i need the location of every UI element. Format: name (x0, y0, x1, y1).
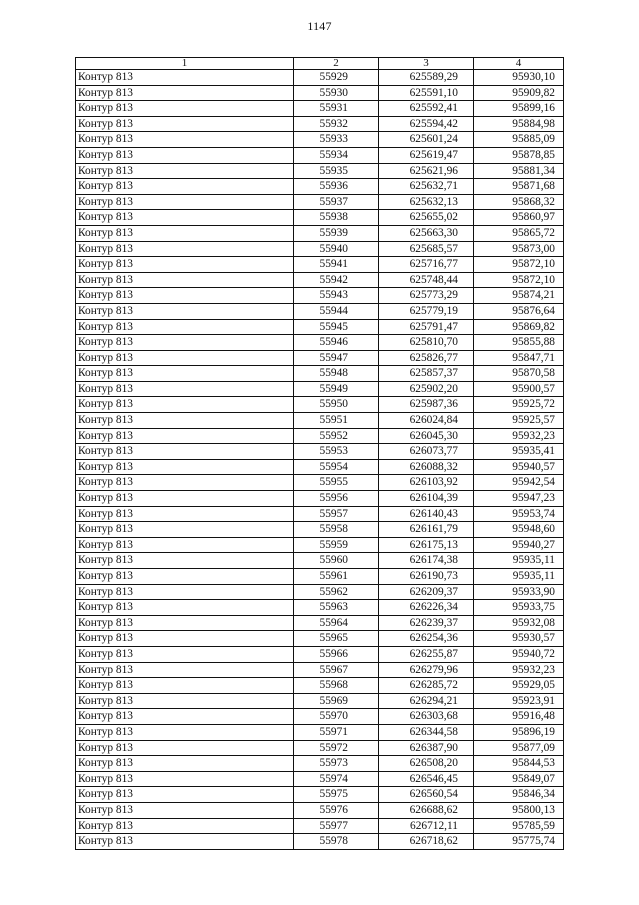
contour-name-cell: Контур 813 (76, 257, 294, 273)
x-coordinate-cell: 625791,47 (379, 319, 474, 335)
column-header-4: 4 (474, 58, 564, 70)
x-coordinate-cell: 626546,45 (379, 771, 474, 787)
contour-name-cell: Контур 813 (76, 600, 294, 616)
contour-name-cell: Контур 813 (76, 569, 294, 585)
point-number-cell: 55947 (294, 350, 379, 366)
page-number: 1147 (307, 19, 332, 33)
coordinates-table (75, 57, 564, 850)
y-coordinate-cell: 95872,10 (474, 272, 564, 288)
point-number-cell: 55943 (294, 288, 379, 304)
contour-name-cell: Контур 813 (76, 272, 294, 288)
y-coordinate-cell: 95896,19 (474, 724, 564, 740)
contour-name-cell: Контур 813 (76, 303, 294, 319)
y-coordinate-cell: 95930,57 (474, 631, 564, 647)
contour-name-cell: Контур 813 (76, 631, 294, 647)
table-row (76, 646, 564, 662)
x-coordinate-cell: 625621,96 (379, 163, 474, 179)
point-number-cell: 55948 (294, 366, 379, 382)
y-coordinate-cell: 95884,98 (474, 116, 564, 132)
table-row (76, 584, 564, 600)
y-coordinate-cell: 95940,57 (474, 459, 564, 475)
y-coordinate-cell: 95932,23 (474, 428, 564, 444)
x-coordinate-cell: 625594,42 (379, 116, 474, 132)
x-coordinate-cell: 626175,13 (379, 537, 474, 553)
table-row (76, 132, 564, 148)
table-row (76, 834, 564, 850)
y-coordinate-cell: 95948,60 (474, 522, 564, 538)
table-row (76, 491, 564, 507)
contour-name-cell: Контур 813 (76, 522, 294, 538)
y-coordinate-cell: 95900,57 (474, 381, 564, 397)
x-coordinate-cell: 625592,41 (379, 101, 474, 117)
y-coordinate-cell: 95932,08 (474, 615, 564, 631)
table-row (76, 116, 564, 132)
x-coordinate-cell: 626088,32 (379, 459, 474, 475)
contour-name-cell: Контур 813 (76, 85, 294, 101)
point-number-cell: 55962 (294, 584, 379, 600)
contour-name-cell: Контур 813 (76, 132, 294, 148)
x-coordinate-cell: 626255,87 (379, 646, 474, 662)
x-coordinate-cell: 625779,19 (379, 303, 474, 319)
y-coordinate-cell: 95933,75 (474, 600, 564, 616)
point-number-cell: 55937 (294, 194, 379, 210)
y-coordinate-cell: 95873,00 (474, 241, 564, 257)
point-number-cell: 55959 (294, 537, 379, 553)
point-number-cell: 55960 (294, 553, 379, 569)
point-number-cell: 55946 (294, 335, 379, 351)
table-row (76, 709, 564, 725)
table-row (76, 553, 564, 569)
y-coordinate-cell: 95885,09 (474, 132, 564, 148)
x-coordinate-cell: 626254,36 (379, 631, 474, 647)
point-number-cell: 55945 (294, 319, 379, 335)
table-row (76, 147, 564, 163)
point-number-cell: 55969 (294, 693, 379, 709)
x-coordinate-cell: 625810,70 (379, 335, 474, 351)
contour-name-cell: Контур 813 (76, 678, 294, 694)
contour-name-cell: Контур 813 (76, 397, 294, 413)
x-coordinate-cell: 626073,77 (379, 444, 474, 460)
table-row (76, 631, 564, 647)
x-coordinate-cell: 625632,71 (379, 179, 474, 195)
y-coordinate-cell: 95930,10 (474, 70, 564, 86)
contour-name-cell: Контур 813 (76, 834, 294, 850)
point-number-cell: 55929 (294, 70, 379, 86)
x-coordinate-cell: 626104,39 (379, 491, 474, 507)
table-row (76, 693, 564, 709)
contour-name-cell: Контур 813 (76, 553, 294, 569)
y-coordinate-cell: 95869,82 (474, 319, 564, 335)
point-number-cell: 55956 (294, 491, 379, 507)
table-row (76, 381, 564, 397)
contour-name-cell: Контур 813 (76, 475, 294, 491)
table-row (76, 335, 564, 351)
x-coordinate-cell: 626560,54 (379, 787, 474, 803)
x-coordinate-cell: 625655,02 (379, 210, 474, 226)
point-number-cell: 55936 (294, 179, 379, 195)
table-row (76, 537, 564, 553)
table-row (76, 678, 564, 694)
contour-name-cell: Контур 813 (76, 70, 294, 86)
point-number-cell: 55973 (294, 756, 379, 772)
y-coordinate-cell: 95874,21 (474, 288, 564, 304)
y-coordinate-cell: 95881,34 (474, 163, 564, 179)
x-coordinate-cell: 625826,77 (379, 350, 474, 366)
table-row (76, 459, 564, 475)
y-coordinate-cell: 95916,48 (474, 709, 564, 725)
table-row (76, 787, 564, 803)
y-coordinate-cell: 95775,74 (474, 834, 564, 850)
x-coordinate-cell: 626344,58 (379, 724, 474, 740)
x-coordinate-cell: 626688,62 (379, 802, 474, 818)
point-number-cell: 55975 (294, 787, 379, 803)
point-number-cell: 55938 (294, 210, 379, 226)
contour-name-cell: Контур 813 (76, 163, 294, 179)
y-coordinate-cell: 95847,71 (474, 350, 564, 366)
contour-name-cell: Контур 813 (76, 147, 294, 163)
table-row (76, 475, 564, 491)
column-header-3: 3 (379, 58, 474, 70)
point-number-cell: 55965 (294, 631, 379, 647)
x-coordinate-cell: 625902,20 (379, 381, 474, 397)
table-row (76, 350, 564, 366)
contour-name-cell: Контур 813 (76, 241, 294, 257)
x-coordinate-cell: 625685,57 (379, 241, 474, 257)
point-number-cell: 55950 (294, 397, 379, 413)
x-coordinate-cell: 626712,11 (379, 818, 474, 834)
y-coordinate-cell: 95953,74 (474, 506, 564, 522)
contour-name-cell: Контур 813 (76, 506, 294, 522)
column-header-1: 1 (76, 58, 294, 70)
contour-name-cell: Контур 813 (76, 319, 294, 335)
y-coordinate-cell: 95935,11 (474, 553, 564, 569)
point-number-cell: 55966 (294, 646, 379, 662)
contour-name-cell: Контур 813 (76, 724, 294, 740)
x-coordinate-cell: 626209,37 (379, 584, 474, 600)
point-number-cell: 55957 (294, 506, 379, 522)
contour-name-cell: Контур 813 (76, 771, 294, 787)
y-coordinate-cell: 95940,72 (474, 646, 564, 662)
contour-name-cell: Контур 813 (76, 225, 294, 241)
table-row (76, 366, 564, 382)
point-number-cell: 55958 (294, 522, 379, 538)
point-number-cell: 55977 (294, 818, 379, 834)
x-coordinate-cell: 626303,68 (379, 709, 474, 725)
y-coordinate-cell: 95846,34 (474, 787, 564, 803)
table-row (76, 163, 564, 179)
y-coordinate-cell: 95925,72 (474, 397, 564, 413)
point-number-cell: 55967 (294, 662, 379, 678)
contour-name-cell: Контур 813 (76, 288, 294, 304)
contour-name-cell: Контур 813 (76, 179, 294, 195)
table-row (76, 210, 564, 226)
point-number-cell: 55952 (294, 428, 379, 444)
x-coordinate-cell: 625601,24 (379, 132, 474, 148)
x-coordinate-cell: 625632,13 (379, 194, 474, 210)
table-row (76, 288, 564, 304)
y-coordinate-cell: 95923,91 (474, 693, 564, 709)
table-row (76, 101, 564, 117)
point-number-cell: 55955 (294, 475, 379, 491)
point-number-cell: 55935 (294, 163, 379, 179)
y-coordinate-cell: 95909,82 (474, 85, 564, 101)
table-header (76, 58, 564, 70)
contour-name-cell: Контур 813 (76, 101, 294, 117)
x-coordinate-cell: 626294,21 (379, 693, 474, 709)
y-coordinate-cell: 95868,32 (474, 194, 564, 210)
x-coordinate-cell: 625591,10 (379, 85, 474, 101)
table-row (76, 724, 564, 740)
x-coordinate-cell: 626140,43 (379, 506, 474, 522)
contour-name-cell: Контур 813 (76, 335, 294, 351)
contour-name-cell: Контур 813 (76, 444, 294, 460)
x-coordinate-cell: 626161,79 (379, 522, 474, 538)
table-row (76, 397, 564, 413)
y-coordinate-cell: 95899,16 (474, 101, 564, 117)
point-number-cell: 55941 (294, 257, 379, 273)
y-coordinate-cell: 95932,23 (474, 662, 564, 678)
point-number-cell: 55930 (294, 85, 379, 101)
contour-name-cell: Контур 813 (76, 818, 294, 834)
table-row (76, 506, 564, 522)
point-number-cell: 55972 (294, 740, 379, 756)
table-row (76, 303, 564, 319)
table-row (76, 615, 564, 631)
point-number-cell: 55933 (294, 132, 379, 148)
x-coordinate-cell: 625748,44 (379, 272, 474, 288)
x-coordinate-cell: 625589,29 (379, 70, 474, 86)
contour-name-cell: Контур 813 (76, 194, 294, 210)
x-coordinate-cell: 625619,47 (379, 147, 474, 163)
x-coordinate-cell: 626285,72 (379, 678, 474, 694)
y-coordinate-cell: 95872,10 (474, 257, 564, 273)
y-coordinate-cell: 95935,41 (474, 444, 564, 460)
point-number-cell: 55934 (294, 147, 379, 163)
x-coordinate-cell: 626045,30 (379, 428, 474, 444)
contour-name-cell: Контур 813 (76, 537, 294, 553)
y-coordinate-cell: 95785,59 (474, 818, 564, 834)
table-row (76, 569, 564, 585)
table-row (76, 319, 564, 335)
x-coordinate-cell: 626226,34 (379, 600, 474, 616)
table-row (76, 241, 564, 257)
x-coordinate-cell: 626174,38 (379, 553, 474, 569)
y-coordinate-cell: 95940,27 (474, 537, 564, 553)
table-row (76, 428, 564, 444)
table-body (76, 70, 564, 850)
table-row (76, 600, 564, 616)
point-number-cell: 55951 (294, 413, 379, 429)
y-coordinate-cell: 95855,88 (474, 335, 564, 351)
point-number-cell: 55953 (294, 444, 379, 460)
contour-name-cell: Контур 813 (76, 116, 294, 132)
table-row (76, 257, 564, 273)
point-number-cell: 55971 (294, 724, 379, 740)
x-coordinate-cell: 625716,77 (379, 257, 474, 273)
table-row (76, 194, 564, 210)
point-number-cell: 55963 (294, 600, 379, 616)
x-coordinate-cell: 626103,92 (379, 475, 474, 491)
column-header-2: 2 (294, 58, 379, 70)
contour-name-cell: Контур 813 (76, 615, 294, 631)
y-coordinate-cell: 95942,54 (474, 475, 564, 491)
table-row (76, 225, 564, 241)
y-coordinate-cell: 95870,58 (474, 366, 564, 382)
contour-name-cell: Контур 813 (76, 210, 294, 226)
contour-name-cell: Контур 813 (76, 428, 294, 444)
x-coordinate-cell: 626387,90 (379, 740, 474, 756)
y-coordinate-cell: 95925,57 (474, 413, 564, 429)
x-coordinate-cell: 625987,36 (379, 397, 474, 413)
x-coordinate-cell: 625773,29 (379, 288, 474, 304)
contour-name-cell: Контур 813 (76, 459, 294, 475)
contour-name-cell: Контур 813 (76, 740, 294, 756)
contour-name-cell: Контур 813 (76, 491, 294, 507)
x-coordinate-cell: 626239,37 (379, 615, 474, 631)
table-row (76, 771, 564, 787)
contour-name-cell: Контур 813 (76, 413, 294, 429)
table-row (76, 818, 564, 834)
y-coordinate-cell: 95929,05 (474, 678, 564, 694)
table-row (76, 740, 564, 756)
y-coordinate-cell: 95876,64 (474, 303, 564, 319)
x-coordinate-cell: 626718,62 (379, 834, 474, 850)
table-row (76, 662, 564, 678)
contour-name-cell: Контур 813 (76, 381, 294, 397)
point-number-cell: 55978 (294, 834, 379, 850)
point-number-cell: 55970 (294, 709, 379, 725)
header-row (76, 58, 564, 70)
x-coordinate-cell: 626508,20 (379, 756, 474, 772)
contour-name-cell: Контур 813 (76, 366, 294, 382)
contour-name-cell: Контур 813 (76, 787, 294, 803)
point-number-cell: 55940 (294, 241, 379, 257)
point-number-cell: 55961 (294, 569, 379, 585)
point-number-cell: 55964 (294, 615, 379, 631)
contour-name-cell: Контур 813 (76, 646, 294, 662)
y-coordinate-cell: 95935,11 (474, 569, 564, 585)
table-row (76, 413, 564, 429)
point-number-cell: 55954 (294, 459, 379, 475)
contour-name-cell: Контур 813 (76, 802, 294, 818)
contour-name-cell: Контур 813 (76, 709, 294, 725)
table-row (76, 85, 564, 101)
table-row (76, 522, 564, 538)
table-row (76, 272, 564, 288)
point-number-cell: 55974 (294, 771, 379, 787)
y-coordinate-cell: 95849,07 (474, 771, 564, 787)
point-number-cell: 55944 (294, 303, 379, 319)
y-coordinate-cell: 95865,72 (474, 225, 564, 241)
point-number-cell: 55939 (294, 225, 379, 241)
contour-name-cell: Контур 813 (76, 662, 294, 678)
point-number-cell: 55976 (294, 802, 379, 818)
y-coordinate-cell: 95871,68 (474, 179, 564, 195)
table-row (76, 802, 564, 818)
x-coordinate-cell: 626190,73 (379, 569, 474, 585)
y-coordinate-cell: 95933,90 (474, 584, 564, 600)
table-row (76, 756, 564, 772)
y-coordinate-cell: 95877,09 (474, 740, 564, 756)
contour-name-cell: Контур 813 (76, 350, 294, 366)
contour-name-cell: Контур 813 (76, 693, 294, 709)
x-coordinate-cell: 626279,96 (379, 662, 474, 678)
contour-name-cell: Контур 813 (76, 584, 294, 600)
x-coordinate-cell: 626024,84 (379, 413, 474, 429)
contour-name-cell: Контур 813 (76, 756, 294, 772)
y-coordinate-cell: 95878,85 (474, 147, 564, 163)
table-row (76, 179, 564, 195)
x-coordinate-cell: 625663,30 (379, 225, 474, 241)
table-row (76, 444, 564, 460)
y-coordinate-cell: 95860,97 (474, 210, 564, 226)
point-number-cell: 55949 (294, 381, 379, 397)
table-row (76, 70, 564, 86)
point-number-cell: 55932 (294, 116, 379, 132)
point-number-cell: 55968 (294, 678, 379, 694)
point-number-cell: 55942 (294, 272, 379, 288)
x-coordinate-cell: 625857,37 (379, 366, 474, 382)
y-coordinate-cell: 95800,13 (474, 802, 564, 818)
y-coordinate-cell: 95844,53 (474, 756, 564, 772)
y-coordinate-cell: 95947,23 (474, 491, 564, 507)
point-number-cell: 55931 (294, 101, 379, 117)
